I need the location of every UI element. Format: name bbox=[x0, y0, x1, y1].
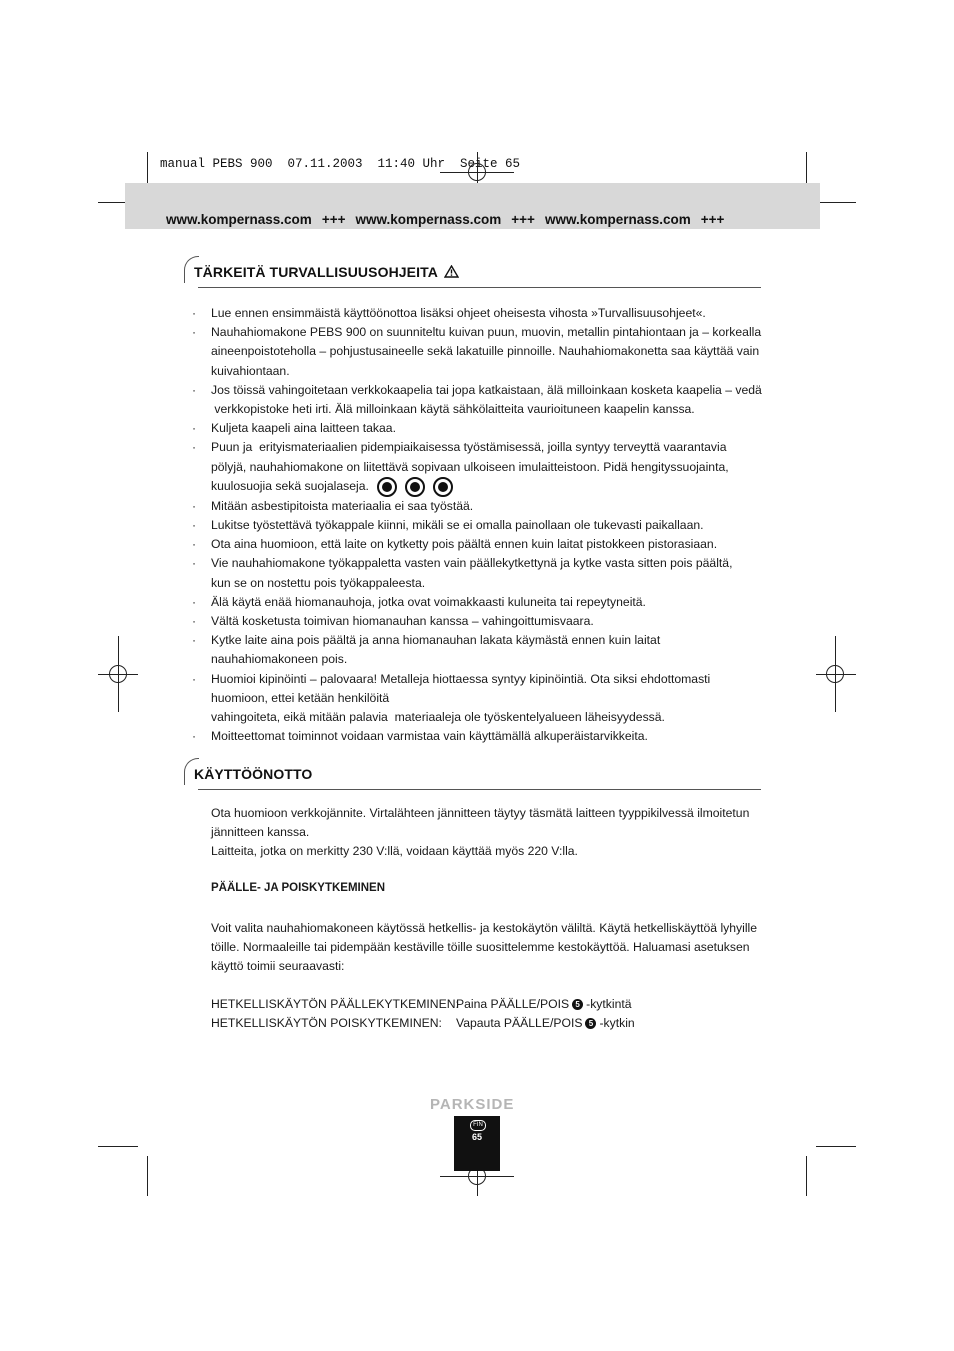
bullet-line: kuulosuojia sekä suojalaseja. bbox=[211, 477, 772, 497]
bullet-line: nauhahiomakoneen pois. bbox=[211, 652, 348, 667]
bullet-dot: · bbox=[192, 633, 197, 648]
website-link[interactable]: www.kompernass.com bbox=[166, 212, 312, 227]
safety-bullet bbox=[192, 535, 772, 554]
bullet-dot: · bbox=[192, 421, 197, 436]
bullet-dot: · bbox=[192, 382, 197, 397]
bullet-line: Moitteettomat toiminnot voidaan varmistaa vain käyttämällä alkuperäistarvikkeita. bbox=[211, 729, 648, 744]
mode-paragraph bbox=[211, 919, 771, 977]
bullet-line: kun se on nostettu pois työkappaleesta. bbox=[211, 575, 426, 590]
website-link[interactable]: www.kompernass.com bbox=[355, 212, 502, 227]
bullet-dot: · bbox=[192, 729, 197, 744]
safety-bullet bbox=[192, 631, 772, 669]
section-rule bbox=[198, 287, 761, 288]
crop-mark bbox=[816, 202, 856, 203]
bullet-dot: · bbox=[192, 537, 197, 552]
safety-bullet bbox=[192, 323, 772, 381]
switch-row-label: HETKELLISKÄYTÖN PÄÄLLEKYTKEMINEN: bbox=[211, 997, 459, 1011]
section-title-startup: KÄYTTÖÖNOTTO bbox=[194, 766, 313, 782]
bullet-dot: · bbox=[192, 594, 197, 609]
switch-row bbox=[211, 1016, 635, 1030]
website-link[interactable]: www.kompernass.com bbox=[544, 212, 691, 227]
bullet-line: Nauhahiomakone PEBS 900 on suunniteltu kuivan puun, muovin, metallin pintahiontaan ja – korkealla bbox=[211, 325, 762, 340]
safety-bullet bbox=[192, 497, 772, 516]
voltage-paragraph bbox=[211, 804, 771, 862]
language-badge: FIN bbox=[470, 1120, 486, 1131]
safety-bullet bbox=[192, 612, 772, 631]
switch-row bbox=[211, 997, 632, 1011]
bullet-line: verkkopistoke heti irti. Älä milloinkaan käytä sähkölaitteita vaurioituneen kaapelin kanssa. bbox=[211, 402, 695, 417]
section-title-safety: TÄRKEITÄ TURVALLISUUSOHJEITA bbox=[194, 264, 459, 280]
bullet-dot: · bbox=[192, 440, 197, 455]
bullet-dot: · bbox=[192, 671, 197, 686]
registration-mark bbox=[118, 636, 119, 712]
bullet-line: kuivahiontaan. bbox=[211, 363, 290, 378]
dust-mask-icon bbox=[433, 477, 453, 497]
safety-bullet bbox=[192, 593, 772, 612]
safety-bullet bbox=[192, 670, 772, 728]
bullet-line: Vältä kosketusta toimivan hiomanauhan kanssa – vahingoittumisvaara. bbox=[211, 614, 594, 629]
switch-row-action: Vapauta PÄÄLLE/POIS 5 -kytkin bbox=[456, 1016, 635, 1030]
safety-bullet bbox=[192, 438, 772, 496]
safety-bullet bbox=[192, 516, 772, 535]
bullet-dot: · bbox=[192, 325, 197, 340]
bullet-line: Älä käytä enää hiomanauhoja, jotka ovat voimakkaasti kuluneita tai repeytyneitä. bbox=[211, 594, 646, 609]
bullet-line: aineenpoistoteholla – pohjustusaineelle sekä lakatuille pinnoille. Nauhahiomakonetta saa käyttää vain bbox=[211, 344, 760, 359]
switch-row-label: HETKELLISKÄYTÖN POISKYTKEMINEN: bbox=[211, 1016, 442, 1030]
paragraph-line: käyttö toimii seuraavasti: bbox=[211, 959, 345, 974]
paragraph-line: jännitteen kanssa. bbox=[211, 825, 310, 840]
bullet-line: Vie nauhahiomakone työkappaletta vasten vain päällekytkettynä ja kytke vasta sitten pois päältä, bbox=[211, 556, 733, 571]
bullet-dot: · bbox=[192, 614, 197, 629]
paragraph-line: Voit valita nauhahiomakoneen käytössä hetkellis- ja kestokäytön väliltä. Käytä hetkelliskäyttöä lyhyille bbox=[211, 921, 758, 935]
page-number: 65 bbox=[471, 1132, 482, 1142]
separator: +++ bbox=[511, 212, 535, 227]
crop-mark bbox=[147, 1156, 148, 1196]
callout-number: 5 bbox=[572, 999, 583, 1010]
bullet-line: Puun ja erityismateriaalien pidempiaikaisessa työstämisessä, joilla syntyy terveyttä vaarantavia bbox=[211, 440, 727, 455]
bullet-dot: · bbox=[192, 556, 197, 571]
crop-mark bbox=[816, 1146, 856, 1147]
bullet-line: Lue ennen ensimmäistä käyttöönottoa lisäksi ohjeet oheisesta vihosta »Turvallisuusohjeet«. bbox=[211, 306, 706, 320]
safety-bullet bbox=[192, 419, 772, 438]
bullet-line: Kytke laite aina pois päältä ja anna hiomanauhan lakata käymästä ennen kuin laitat bbox=[211, 633, 661, 648]
switch-row-action: Paina PÄÄLLE/POIS 5 -kytkintä bbox=[456, 997, 632, 1011]
separator: +++ bbox=[700, 212, 725, 227]
print-slug: manual PEBS 900 07.11.2003 11:40 Uhr Seite 65 bbox=[160, 157, 521, 171]
bullet-line: huomioon, ettei ketään henkilöitä bbox=[211, 690, 390, 705]
bullet-line: Mitään asbestipitoista materiaalia ei saa työstää. bbox=[211, 498, 474, 513]
registration-mark bbox=[816, 674, 856, 675]
crop-mark bbox=[98, 1146, 138, 1147]
bullet-line: Ota aina huomioon, että laite on kytketty pois päältä ennen kuin laitat pistokkeen pistorasiaan. bbox=[211, 537, 718, 552]
bullet-line: Huomioi kipinöinti – palovaara! Metalleja hiottaessa syntyy kipinöintiä. Ota siksi ehdottomasti bbox=[211, 671, 711, 686]
bullet-line: Jos töissä vahingoitetaan verkkokaapelia tai jopa katkaistaan, älä milloinkaan kosketa kaapelia – vedä bbox=[211, 382, 762, 397]
bullet-line: Lukitse työstettävä työkappale kiinni, mikäli se ei omalla painollaan ole tukevasti paikallaan. bbox=[211, 518, 704, 533]
registration-mark bbox=[835, 636, 836, 712]
crop-mark bbox=[806, 1156, 807, 1196]
bullet-line: pölyjä, nauhahiomakone on liitettävä sopivaan ulkoiseen imulaitteistoon. Pidä hengityssuojainta, bbox=[211, 459, 729, 474]
bullet-dot: · bbox=[192, 306, 197, 320]
warning-triangle-icon bbox=[444, 265, 459, 278]
safety-bullet bbox=[192, 727, 772, 746]
bullet-dot: · bbox=[192, 498, 197, 513]
paragraph-line: Ota huomioon verkkojännite. Virtalähteen jännitteen täytyy täsmätä laitteen tyyppikilvessä ilmoitetun bbox=[211, 806, 750, 820]
website-banner-text bbox=[166, 212, 734, 227]
bullet-line: Kuljeta kaapeli aina laitteen takaa. bbox=[211, 421, 396, 436]
safety-bullet bbox=[192, 381, 772, 419]
safety-bullet bbox=[192, 304, 772, 323]
bullet-dot: · bbox=[192, 518, 197, 533]
paragraph-line: töille. Normaaleille tai pidempään kestäville töille suosittelemme kestokäyttöä. Haluamasi asetuksen bbox=[211, 940, 750, 955]
bullet-line: vahingoiteta, eikä mitään palavia materiaaleja ole työskentelyalueen läheisyydessä. bbox=[211, 710, 665, 725]
page-tab bbox=[454, 1116, 500, 1171]
safety-bullet bbox=[192, 554, 772, 592]
callout-number: 5 bbox=[585, 1018, 596, 1029]
section-rule bbox=[198, 789, 761, 790]
safety-instructions-list bbox=[192, 304, 772, 746]
safety-glasses-icon bbox=[405, 477, 425, 497]
paragraph-line: Laitteita, jotka on merkitty 230 V:llä, voidaan käyttää myös 220 V:lla. bbox=[211, 844, 578, 859]
ear-protection-icon bbox=[377, 477, 397, 497]
subheading-on-off: PÄÄLLE- JA POISKYTKEMINEN bbox=[211, 882, 386, 894]
parkside-logo: PARKSIDE bbox=[430, 1096, 515, 1113]
separator: +++ bbox=[321, 212, 346, 227]
